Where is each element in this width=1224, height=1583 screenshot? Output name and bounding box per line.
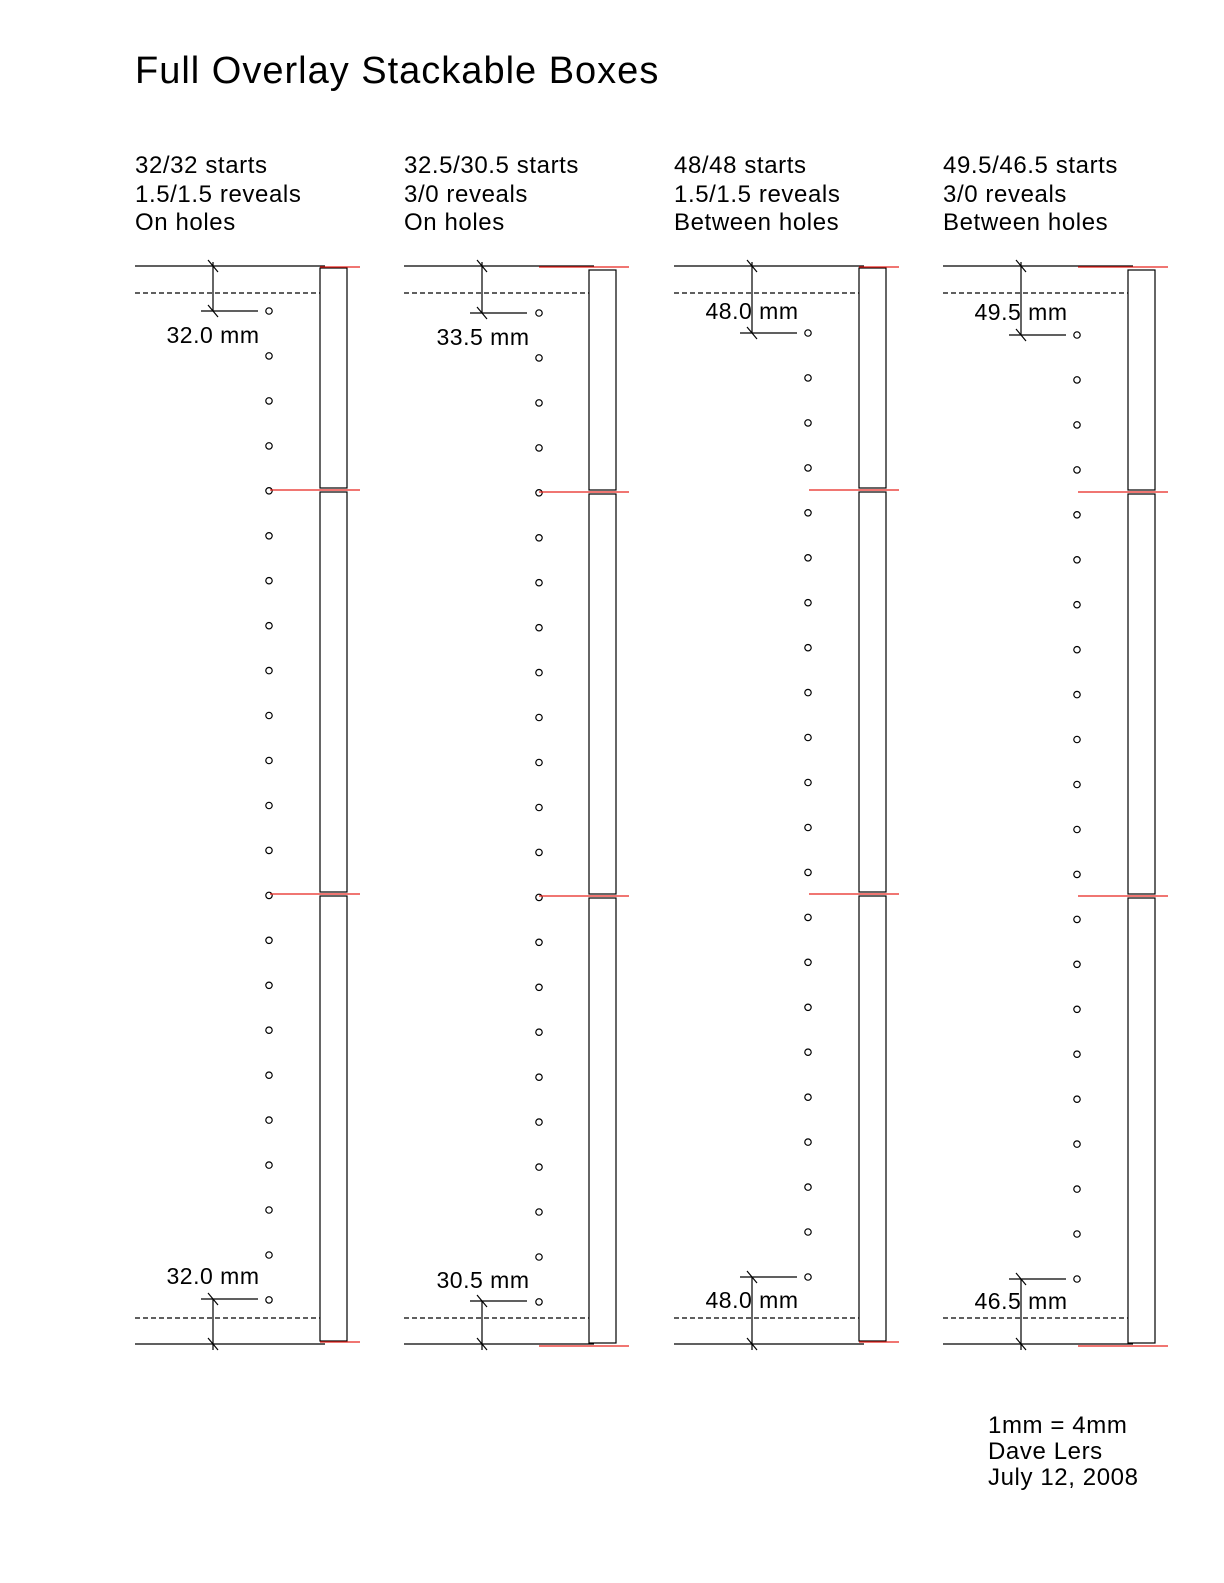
- bottom-dimension-label: 32.0 mm: [166, 1263, 260, 1289]
- shelf-hole: [805, 869, 811, 875]
- header-reveals: 1.5/1.5 reveals: [135, 180, 302, 208]
- header-placement: On holes: [135, 209, 236, 236]
- top-dimension-label: 49.5 mm: [974, 299, 1068, 325]
- shelf-hole: [266, 353, 272, 359]
- shelf-hole: [536, 1254, 542, 1260]
- drawer-front: [859, 492, 886, 892]
- shelf-hole: [536, 310, 542, 316]
- shelf-hole: [266, 1297, 272, 1303]
- shelf-hole: [536, 490, 542, 496]
- shelf-hole: [805, 600, 811, 606]
- shelf-hole: [266, 623, 272, 629]
- drawer-front: [1128, 494, 1155, 894]
- header-starts: 49.5/46.5 starts: [943, 152, 1119, 179]
- shelf-hole: [805, 420, 811, 426]
- shelf-hole: [266, 802, 272, 808]
- drawer-front: [859, 896, 886, 1341]
- shelf-hole: [536, 1074, 542, 1080]
- shelf-hole: [805, 1139, 811, 1145]
- shelf-hole: [536, 1164, 542, 1170]
- shelf-hole: [1074, 602, 1080, 608]
- shelf-hole: [805, 1184, 811, 1190]
- shelf-hole: [266, 1072, 272, 1078]
- drawing-date: July 12, 2008: [988, 1464, 1139, 1491]
- shelf-hole: [805, 914, 811, 920]
- shelf-hole: [1074, 467, 1080, 473]
- header-starts: 32/32 starts: [135, 152, 268, 179]
- shelf-hole: [536, 355, 542, 361]
- shelf-hole: [1074, 422, 1080, 428]
- shelf-hole: [1074, 557, 1080, 563]
- shelf-hole: [536, 804, 542, 810]
- cabinet-column-4: [943, 260, 1168, 1350]
- shelf-hole: [536, 714, 542, 720]
- shelf-hole: [805, 1229, 811, 1235]
- shelf-hole: [266, 1117, 272, 1123]
- shelf-hole: [266, 398, 272, 404]
- shelf-hole: [1074, 1231, 1080, 1237]
- drawer-front: [320, 896, 347, 1341]
- bottom-dimension-label: 48.0 mm: [705, 1287, 799, 1313]
- shelf-hole: [1074, 1186, 1080, 1192]
- shelf-hole: [1074, 647, 1080, 653]
- shelf-hole: [536, 580, 542, 586]
- shelf-hole: [266, 712, 272, 718]
- header-placement: Between holes: [674, 209, 840, 236]
- shelf-hole: [805, 1004, 811, 1010]
- drawer-front: [1128, 898, 1155, 1343]
- shelf-hole: [805, 1094, 811, 1100]
- shelf-hole: [266, 488, 272, 494]
- drawer-front: [1128, 270, 1155, 490]
- header-placement: Between holes: [943, 209, 1109, 236]
- drawer-front: [589, 898, 616, 1343]
- shelf-hole: [1074, 961, 1080, 967]
- shelf-hole: [805, 689, 811, 695]
- header-placement: On holes: [404, 209, 505, 236]
- shelf-hole: [805, 959, 811, 965]
- shelf-hole: [266, 578, 272, 584]
- shelf-hole: [266, 892, 272, 898]
- shelf-hole: [266, 1252, 272, 1258]
- page-title: Full Overlay Stackable Boxes: [135, 50, 660, 92]
- shelf-hole: [1074, 1051, 1080, 1057]
- shelf-hole: [536, 669, 542, 675]
- drawer-front: [589, 494, 616, 894]
- shelf-hole: [1074, 332, 1080, 338]
- shelf-hole: [805, 824, 811, 830]
- shelf-hole: [266, 533, 272, 539]
- shelf-hole: [536, 759, 542, 765]
- shelf-hole: [266, 443, 272, 449]
- footer-notes: [988, 1413, 1139, 1491]
- shelf-hole: [536, 445, 542, 451]
- shelf-hole: [536, 1209, 542, 1215]
- shelf-hole: [1074, 781, 1080, 787]
- author-name: Dave Lers: [988, 1438, 1103, 1465]
- shelf-hole: [805, 510, 811, 516]
- top-dimension-label: 48.0 mm: [705, 298, 799, 324]
- shelf-hole: [1074, 512, 1080, 518]
- shelf-hole: [266, 308, 272, 314]
- shelf-hole: [536, 894, 542, 900]
- shelf-hole: [1074, 736, 1080, 742]
- shelf-hole: [536, 849, 542, 855]
- shelf-hole: [1074, 691, 1080, 697]
- shelf-hole: [805, 555, 811, 561]
- shelf-hole: [805, 375, 811, 381]
- top-dimension-label: 33.5 mm: [436, 324, 530, 350]
- shelf-hole: [266, 1162, 272, 1168]
- cabinet-column-1: [135, 260, 360, 1350]
- shelf-hole: [805, 779, 811, 785]
- header-starts: 32.5/30.5 starts: [404, 152, 580, 179]
- shelf-hole: [266, 982, 272, 988]
- shelf-hole: [1074, 1006, 1080, 1012]
- shelf-hole: [536, 1299, 542, 1305]
- shelf-hole: [805, 1049, 811, 1055]
- shelf-hole: [1074, 1141, 1080, 1147]
- shelf-hole: [266, 937, 272, 943]
- drawer-front: [320, 268, 347, 488]
- header-reveals: 3/0 reveals: [943, 180, 1067, 208]
- shelf-hole: [1074, 916, 1080, 922]
- shelf-hole: [536, 1029, 542, 1035]
- drawer-front: [589, 270, 616, 490]
- header-reveals: 1.5/1.5 reveals: [674, 180, 841, 208]
- shelf-hole: [536, 939, 542, 945]
- header-starts: 48/48 starts: [674, 152, 807, 179]
- bottom-dimension-label: 46.5 mm: [974, 1288, 1068, 1314]
- shelf-hole: [805, 330, 811, 336]
- shelf-hole: [536, 1119, 542, 1125]
- drawer-front: [320, 492, 347, 892]
- cabinet-column-3: [674, 260, 899, 1350]
- shelf-hole: [1074, 826, 1080, 832]
- shelf-hole: [266, 1207, 272, 1213]
- shelf-hole: [1074, 1276, 1080, 1282]
- drawer-front: [859, 268, 886, 488]
- shelf-hole: [1074, 377, 1080, 383]
- shelf-hole: [266, 757, 272, 763]
- shelf-hole: [536, 400, 542, 406]
- shelf-hole: [805, 1274, 811, 1280]
- header-reveals: 3/0 reveals: [404, 180, 528, 208]
- shelf-hole: [805, 734, 811, 740]
- top-dimension-label: 32.0 mm: [166, 322, 260, 348]
- shelf-hole: [805, 465, 811, 471]
- cabinet-column-2: [404, 260, 629, 1350]
- shelf-hole: [1074, 1096, 1080, 1102]
- shelf-hole: [266, 667, 272, 673]
- shelf-hole: [536, 625, 542, 631]
- shelf-hole: [266, 1027, 272, 1033]
- shelf-hole: [536, 984, 542, 990]
- bottom-dimension-label: 30.5 mm: [436, 1267, 530, 1293]
- scale-note: 1mm = 4mm: [988, 1412, 1128, 1439]
- shelf-hole: [266, 847, 272, 853]
- shelf-hole: [1074, 871, 1080, 877]
- shelf-hole: [536, 535, 542, 541]
- shelf-hole: [805, 645, 811, 651]
